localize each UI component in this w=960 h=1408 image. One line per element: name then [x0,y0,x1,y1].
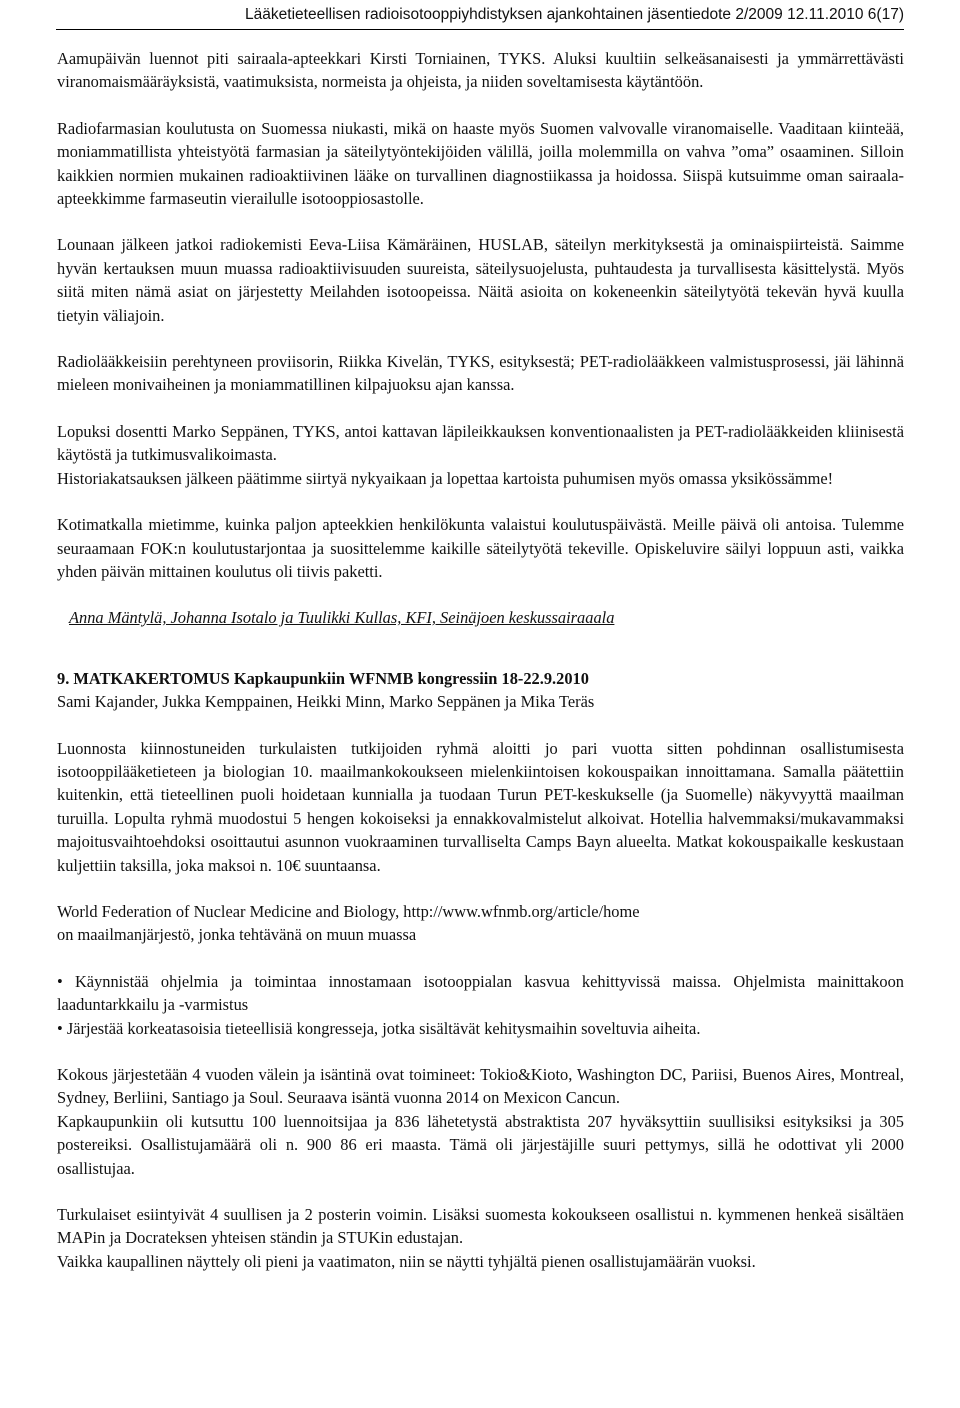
paragraph: Vaikka kaupallinen näyttely oli pieni ja vaatimaton, niin se näytti tyhjältä pienen osallistujamäärän vuoksi. [57,1251,756,1271]
paragraph: Radiofarmasian koulutusta on Suomessa niukasti, mikä on haaste myös Suomen valvovalle viranomaiselle. Vaaditaan kiinteää, moniammatillista yhteistyötä farmasian ja säteilytyöntekijöiden välillä, joilla molemmilla on vahva ”oma” osaaminen. Silloin kaikkien normien mukainen radioaktiivinen lääke on turvallinen diagnostiikassa ja hoidossa. Siispä kutsuimme oman sairaala-apteekkimme farmaseutin vierailulle isotooppiosastolle. [57,118,904,209]
org-line: on maailmanjärjestö, jonka tehtävänä on muun muassa [57,925,417,945]
paragraph: Aamupäivän luennot piti sairaala-apteekkari Kirsti Torniainen, TYKS. Aluksi kuultiin selkeäsanaisesti ja ymmärrettävästi viranomaismääräyksistä, vaatimuksista, normeista ja ohjeista, ja niiden soveltamisesta käytäntöön. [57,49,904,92]
paragraph: Kokous järjestetään 4 vuoden välein ja isäntinä ovat toimineet: Tokio&Kioto, Washington DC, Pariisi, Buenos Aires, Montreal, Sydney, Berliini, Santiago ja Soul. Seuraava isäntä vuonna 2014 on Mexicon Cancun. [57,1065,904,1108]
document-body [57,47,904,1273]
paragraph: Lopuksi dosentti Marko Seppänen, TYKS, antoi kattavan läpileikkauksen konventionaalisten ja PET-radiolääkkeiden kliinisestä käytöstä ja tutkimusvalikoimasta. [57,421,904,465]
paragraph: Kapkaupunkiin oli kutsuttu 100 luennoitsijaa ja 836 lähetetystä abstraktista 207 hyväksyttiin suullisiksi esityksiksi ja 305 postereiksi. Osallistujamäärä oli n. 900 86 eri maasta. Tämä oli järjestäjille suuri pettymys, sillä he odottivat yli 2000 osallistujaa. [57,1111,904,1178]
bullet-item: • Järjestää korkeatasoisia tieteellisiä kongresseja, jotka sisältävät kehitysmaihin soveltuvia aiheita. [57,1018,701,1038]
paragraph: Kotimatkalla mietimme, kuinka paljon apteekkien henkilökunta valaistui koulutuspäivästä. Meille päivä oli antoisa. Tulemme seuraamaan FOK:n koulutustarjontaa ja suosittelemme kaikille säteilytyötä tekeville. Opiskeluvire säilyi loppuun asti, vaikka yhden päivän mittainen koulutus oli tiivis paketti. [57,515,904,581]
paragraph: Historiakatsauksen jälkeen päätimme siirtyä nykyaikaan ja lopettaa kartoista puhumisen myös omassa yksikössämme! [57,468,834,488]
paragraph: Lounaan jälkeen jatkoi radiokemisti Eeva-Liisa Kämäräinen, HUSLAB, säteilyn merkityksestä ja ominaispiirteistä. Saimme hyvän kertauksen muun muassa radioaktiivisuuden suureista, säteilysuojelusta, puhtaudesta ja turvallisesta käsittelystä. Myös siitä miten nämä asiat on järjestetty Meilahden isotoopeissa. Näitä asioita on kokeneenkin säteilytyötä tekevän hyvä kuulla tietyin väliajoin. [57,235,904,325]
org-line: World Federation of Nuclear Medicine and Biology, http://www.wfnmb.org/article/home [57,901,640,921]
paragraph: Radiolääkkeisiin perehtyneen proviisorin, Riikka Kivelän, TYKS, esityksestä; PET-radiolääkkeen valmistusprosessi, jäi lähinnä mieleen monivaiheinen ja moniammatillinen kilpajuoksu ajan kanssa. [57,352,904,395]
author-signature: Anna Mäntylä, Johanna Isotalo ja Tuulikki Kullas, KFI, Seinäjoen keskussairaaala [69,608,615,628]
bullet-item: • Käynnistää ohjelmia ja toimintaa innostamaan isotooppialan kasvua kehittyvissä maissa. Ohjelmista mainittakoon laaduntarkkailu ja -varmistus [57,971,904,1015]
paragraph: Turkulaiset esiintyivät 4 suullisen ja 2 posterin voimin. Lisäksi suomesta kokoukseen osallistui n. kymmenen henkeä sisältäen MAPin ja Docrateksen yhteisen ständin ja STUKin edustajan. [57,1205,904,1248]
page-header: Lääketieteellisen radioisotooppiyhdistyksen ajankohtainen jäsentiedote 2/2009 12.11.2010 6(17) [245,6,904,23]
section-heading: 9. MATKAKERTOMUS Kapkaupunkiin WFNMB kongressiin 18-22.9.2010 [57,668,589,688]
header-rule [56,29,904,30]
paragraph: Luonnosta kiinnostuneiden turkulaisten tutkijoiden ryhmä aloitti jo pari vuotta sitten pohdinnan osallistumisesta isotooppilääketieteen ja biologian 10. maailmankokoukseen mielenkiintoisen kokouspaikan innoittamana. Samalla päätettiin kuitenkin, että tieteellinen puoli hoidetaan kunnialla ja tuodaan Turun PET-keskukselle (ja Suomelle) näkyvyyttä maailman turuilla. Lopulta ryhmä muodostui 5 hengen kokoiseksi ja ennakkovalmistelut alkoivat. Hotellia halvemmaksi/mukavammaksi majoitusvaihtoehdoksi osoittautui asunnon vuokraaminen turvalliselta Camps Bayn alueelta. Matkat kokouspaikalle keskustaan kuljettiin taksilla, joka maksoi n. 10€ suuntaansa. [57,738,904,875]
section-authors: Sami Kajander, Jukka Kemppainen, Heikki Minn, Marko Seppänen ja Mika Teräs [57,692,595,712]
